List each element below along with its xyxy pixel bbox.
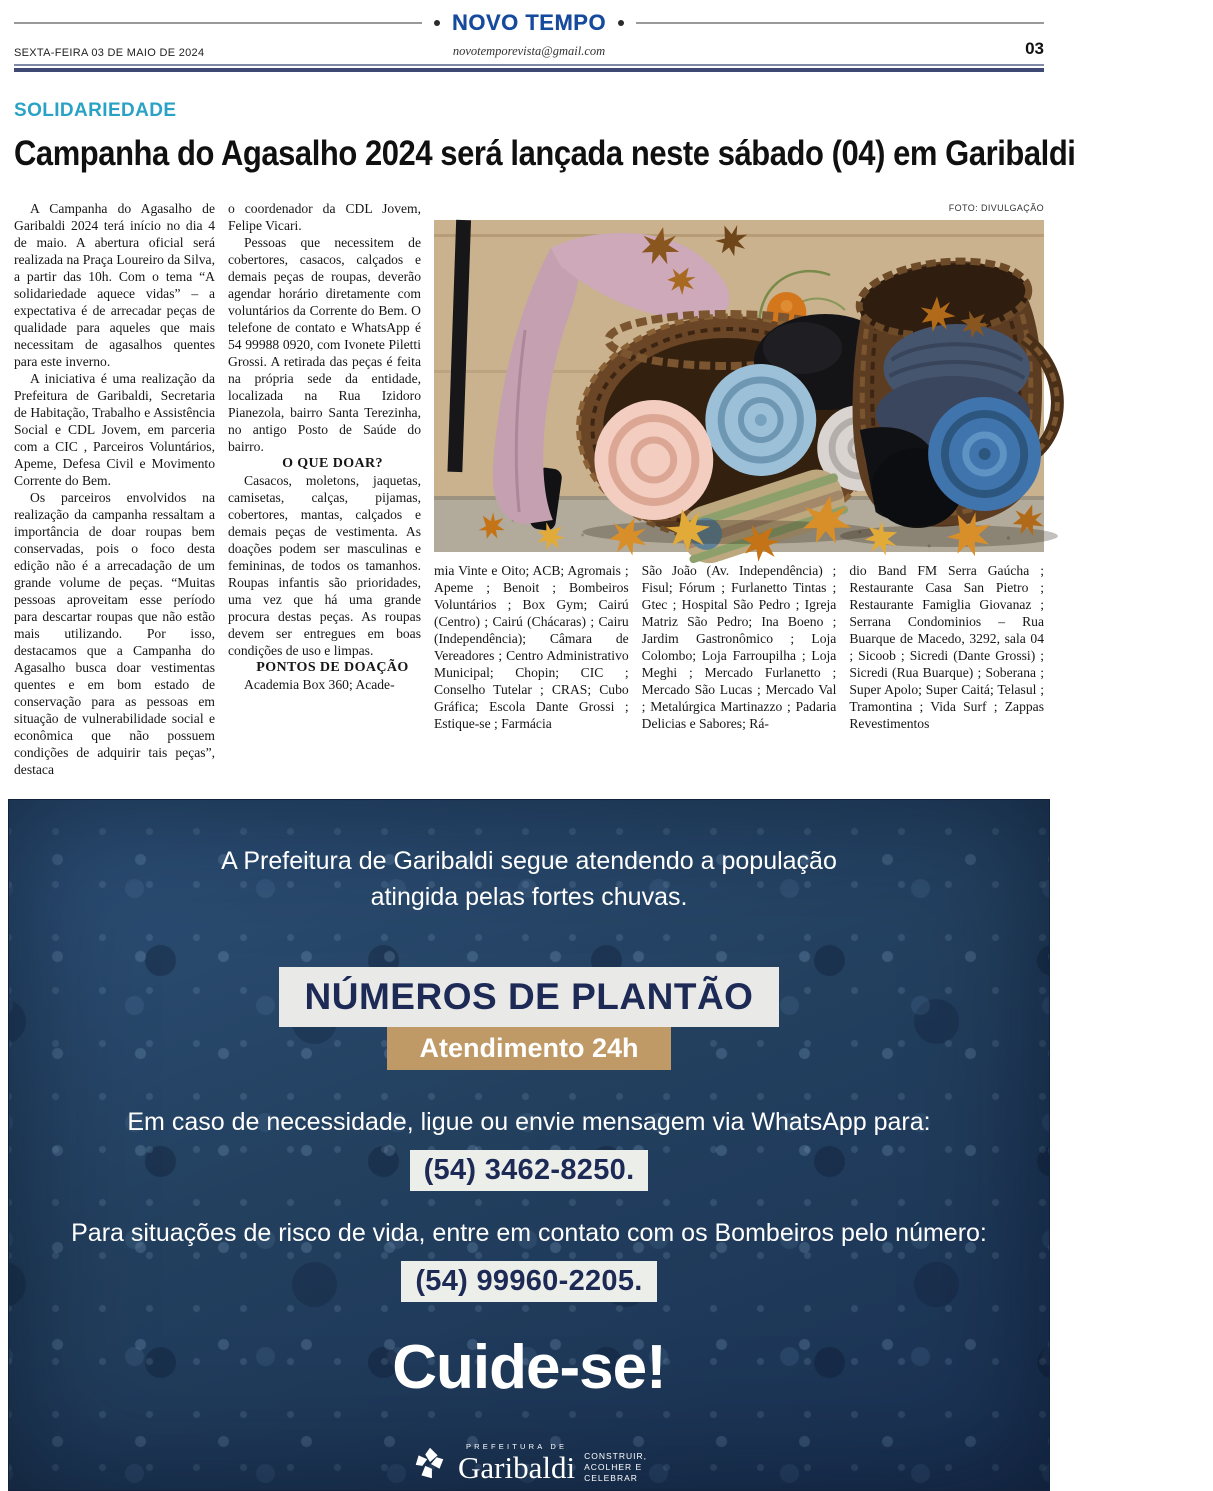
- page-number: 03: [1025, 39, 1044, 58]
- article-column-5: [849, 562, 1044, 732]
- garibaldi-logo-icon: [411, 1444, 449, 1482]
- ad-title-banner: NÚMEROS DE PLANTÃO: [279, 967, 780, 1027]
- paragraph: dio Band FM Serra Gaúcha ; Restaurante Casa San Pietro ; Restaurante Famiglia Giovanaz ; Serrana Condominios – Rua Buarque de Macedo, 3292, sala 04 ; Sicoob ; Sicredi (Dante Grossi) ; Sicredi (Rua Buarque) ; Soberana ; Super Apolo; Super Caitá; Telasul ; Tramontina ; Vida Surf ; Zappas Revestimentos: [849, 563, 1045, 731]
- subheading-donation-points: PONTOS DE DOAÇÃO: [256, 660, 409, 675]
- header-divider-top: [14, 64, 1044, 66]
- article-column-3: [434, 562, 629, 732]
- ad-whatsapp-number: (54) 3462-8250.: [410, 1150, 649, 1191]
- logo-tagline-line: CONSTRUIR,: [584, 1451, 647, 1461]
- paragraph: Os parceiros envolvidos na realização da campanha ressaltam a importância de doar roupas bem conservadas, pois o foco desta edição não é a arrecadação de um grande volume de peças. “Muitas pessoas aproveitam esse período para descartar roupas que não estão mais utilizando. Por isso, destacamos que a Campanha do Agasalho busca doar vestimentas quentes e em bom estado de conservação para as pessoas em situação de vulnerabilidade social e econômica que não possuem condições de adquirir tais peças”, destaca: [14, 490, 215, 777]
- emergency-numbers-ad: [8, 799, 1050, 1491]
- subheading-what-to-donate: O QUE DOAR?: [282, 456, 383, 471]
- ad-firefighters-number: (54) 99960-2205.: [401, 1261, 656, 1302]
- donated-blankets-photo-graphic: [434, 220, 1044, 552]
- photo-credit: FOTO: DIVULGAÇÃO: [948, 203, 1044, 213]
- header-divider-bottom: [14, 68, 1044, 72]
- donated-blankets-photo: [434, 220, 1044, 552]
- logo-wordmark: [458, 1442, 576, 1486]
- masthead-row: [14, 10, 1044, 36]
- ad-firefighters-text: Para situações de risco de vida, entre em contato com os Bombeiros pelo número:: [71, 1219, 987, 1247]
- article-sub-columns: [434, 562, 1044, 732]
- edition-date: SEXTA-FEIRA 03 DE MAIO DE 2024: [14, 47, 205, 59]
- article-body: [14, 200, 1044, 778]
- paragraph: São João (Av. Independência) ; Fisul; Fórum ; Furlanetto Tintas ; Gtec ; Hospital São Pedro ; Igreja Matriz São Pedro; Ina Boeno ; Jardim Gastronômico ; Loja Colombo; Loja Farroupilha ; Loja Meghi ; Mercado Furlanetto ; Mercado São Lucas ; Mercado Val ; Metalúrgica Martinazzo ; Padaria Delicias e Sabores; Rá-: [641, 563, 837, 731]
- pinwheel-icon: [411, 1444, 449, 1482]
- article-headline: [14, 134, 1076, 180]
- logo-tagline: [584, 1441, 647, 1484]
- paragraph: A Campanha do Agasalho de Garibaldi 2024 terá início no dia 4 de maio. A abertura oficial será realizada na Praça Loureiro da Silva, a partir das 10h. Com o tema “A solidariedade aquece vidas” – a expectativa é de arrecadar peças de qualidade para aqueles que mais necessitam de agasalhos quentes para este inverno.: [14, 201, 215, 369]
- article-headline-text: Campanha do Agasalho 2024 será lançada neste sábado (04) em Garibaldi: [14, 134, 1076, 173]
- logo-prefeitura-label: PREFEITURA DE: [465, 1442, 568, 1452]
- ad-closing-message: Cuide-se!: [392, 1333, 666, 1402]
- contact-email: novotemporevista@gmail.com: [452, 44, 606, 58]
- paragraph: Casacos, moletons, jaquetas, camisetas, calças, pijamas, cobertores, mantas, calçados e demais peças de vestimenta. As doações podem ser masculinas e femininas, de todos os tamanhos. Roupas infantis são prioridades, uma vez que há uma grande procura destas peças. As roupas devem ser entregues em boas condições de uso e limpas.: [228, 473, 421, 658]
- ad-intro-text: A Prefeitura de Garibaldi segue atendendo a população atingida pelas fortes chuvas.: [221, 847, 837, 911]
- header-rule-left: [14, 22, 422, 24]
- paragraph: o coordenador da CDL Jovem, Felipe Vicari.: [228, 201, 421, 233]
- logo-tagline-line: CELEBRAR: [584, 1473, 638, 1484]
- article-column-4: [642, 562, 837, 732]
- ad-subtitle-banner: Atendimento 24h: [387, 1027, 670, 1070]
- header-dot-right: [618, 20, 624, 26]
- paragraph: A iniciativa é uma realização da Prefeitura de Garibaldi, Secretaria de Habitação, Trabalho e Assistência Social e CDL Jovem, em parceria com a CIC , Parceiros Voluntários, Apeme, Defesa Civil e Movimento Corrente do Bem.: [14, 371, 215, 488]
- logo-city-name: Garibaldi: [458, 1450, 576, 1486]
- paragraph: Academia Box 360; Acade-: [244, 677, 395, 692]
- section-label: SOLIDARIEDADE: [14, 100, 177, 121]
- header-rule-right: [636, 22, 1044, 24]
- photo-block: [434, 200, 1044, 778]
- article-column-2: [228, 200, 421, 778]
- masthead-title: NOVO TEMPO: [451, 10, 607, 35]
- page-header: [0, 0, 1058, 72]
- logo-tagline-line: ACOLHER E: [584, 1462, 643, 1473]
- paragraph: Pessoas que necessitem de cobertores, casacos, calçados e demais peças de roupas, deverão agendar horário diretamente com voluntários da Corrente do Bem. O telefone de contato e WhatsApp é 54 99988 0920, com Ivonete Piletti Grossi. A retirada das peças é feita na própria sede da entidade, localizada na Rua Izidoro Pianezola, bairro Santa Terezinha, no antigo Posto de Saúde do bairro.: [228, 235, 421, 454]
- paragraph: mia Vinte e Oito; ACB; Agromais ; Apeme ; Benoit ; Bombeiros Voluntários ; Box Gym; Cairú (Centro) ; Cairú (Chácaras) ; Cairu (Independência); Câmara de Vereadores ; Centro Administrativo Municipal; Chopin; CIC ; Conselho Tutelar ; CRAS; Cubo Gráfica; Escola Dante Grossi ; Estique-se ; Farmácia: [434, 563, 629, 731]
- header-meta-row: [14, 37, 1044, 59]
- ad-whatsapp-text: Em caso de necessidade, ligue ou envie mensagem via WhatsApp para:: [127, 1108, 931, 1136]
- header-dot-left: [434, 20, 440, 26]
- garibaldi-city-logo: [411, 1441, 647, 1484]
- article-column-1: [14, 200, 215, 778]
